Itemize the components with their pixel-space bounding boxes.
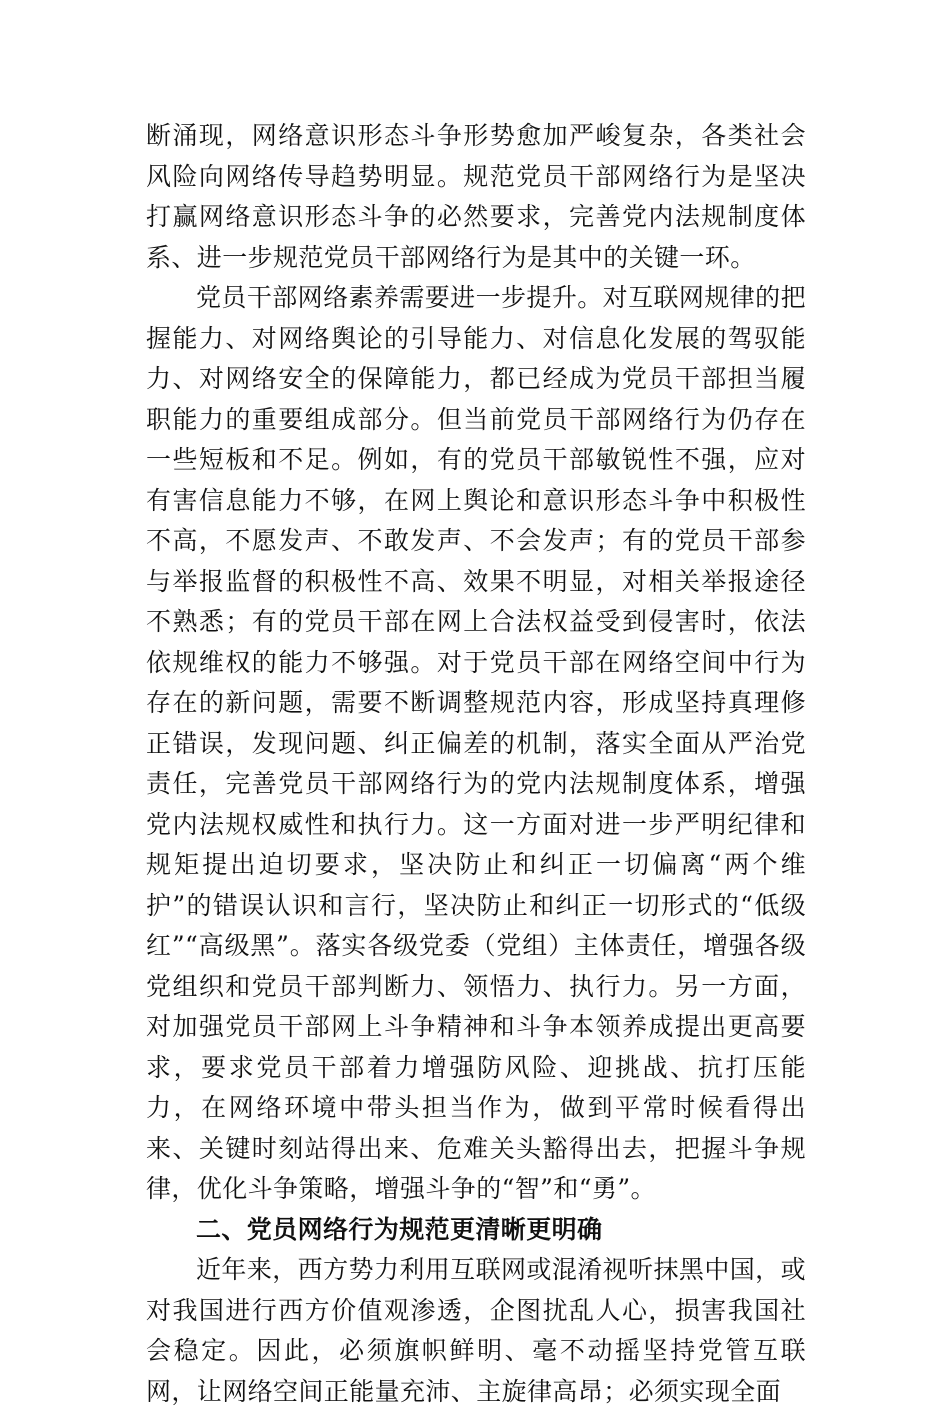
section-heading: 二、党员网络行为规范更清晰更明确 xyxy=(196,1214,603,1244)
paragraph-recent-years: 近年来，西方势力利用互联网或混淆视听抹黑中国，或对我国进行西方价值观渗透，企图扰乱人心，损害我国社会稳定。因此，必须旗帜鲜明、毫不动摇坚持党管互联网，让网络空间正能量充沛、主旋律高昂；必须实现全面 xyxy=(146,1255,806,1406)
paragraph-continued: 断涌现，网络意识形态斗争形势愈加严峻复杂，各类社会风险向网络传导趋势明显。规范党员干部网络行为是坚决打赢网络意识形态斗争的必然要求，完善党内法规制度体系、进一步规范党员干部网络行为是其中的关键一环。 xyxy=(146,121,806,272)
body-text xyxy=(146,116,806,1412)
paragraph-cadre-literacy: 党员干部网络素养需要进一步提升。对互联网规律的把握能力、对网络舆论的引导能力、对信息化发展的驾驭能力、对网络安全的保障能力，都已经成为党员干部担当履职能力的重要组成部分。但当前党员干部网络行为仍存在一些短板和不足。例如，有的党员干部敏锐性不强，应对有害信息能力不够，在网上舆论和意识形态斗争中积极性不高，不愿发声、不敢发声、不会发声；有的党员干部参与举报监督的积极性不高、效果不明显，对相关举报途径不熟悉；有的党员干部在网上合法权益受到侵害时，依法依规维权的能力不够强。对于党员干部在网络空间中行为存在的新问题，需要不断调整规范内容，形成坚持真理修正错误，发现问题、纠正偏差的机制，落实全面从严治党责任，完善党员干部网络行为的党内法规制度体系，增强党内法规权威性和执行力。这一方面对进一步严明纪律和规矩提出迫切要求，坚决防止和纠正一切偏离“两个维护”的错误认识和言行，坚决防止和纠正一切形式的“低级红”“高级黑”。落实各级党委（党组）主体责任，增强各级党组织和党员干部判断力、领悟力、执行力。另一方面，对加强党员干部网上斗争精神和斗争本领养成提出更高要求，要求党员干部着力增强防风险、迎挑战、抗打压能力，在网络环境中带头担当作为，做到平常时候看得出来、关键时刻站得出来、危难关头豁得出去，把握斗争规律，优化斗争策略，增强斗争的“智”和“勇”。 xyxy=(146,283,806,1203)
